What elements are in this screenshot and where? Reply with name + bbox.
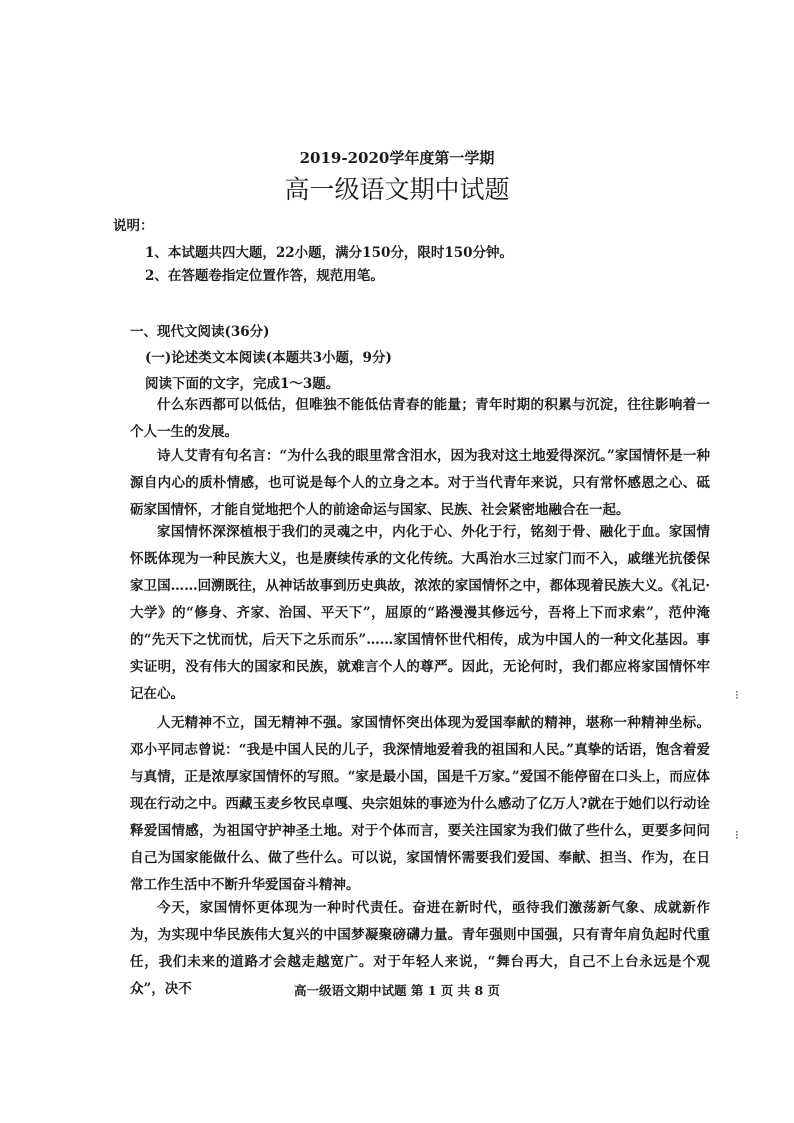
instructions-label: 说明： [113, 218, 154, 234]
paragraph-3: 家国情怀深深植根于我们的灵魂之中，内化于心、外化于行，铭刻于骨、融化于血。家国情怀既体现为一种民族大义，也是赓续传承的文化传统。大禹治水三过家门而不入，戚继光抗倭保家卫国……回溯既往，从神话故事到历史典故，浓浓的家国情怀之中，都体现着民族大义。《礼记·大学》的“修身、齐家、治国、平天下”，屈原的“路漫漫其修远兮，吾将上下而求索”，范仲淹的“先天下之忧而忧，后天下之乐而乐”……家国情怀世代相传，成为中国人的一种文化基因。事实证明，没有伟大的国家和民族，就难言个人的尊严。因此，无论何时，我们都应将家国情怀牢记在心。 [130, 524, 710, 702]
section-subheading: (一)论述类文本阅读(本题共3小题，9分) [145, 350, 392, 366]
paragraph-1: 什么东西都可以低估，但唯独不能低估青春的能量；青年时期的积累与沉淀，往往影响着一个人一生的发展。 [130, 397, 710, 440]
section-heading: 一、现代文阅读(36分) [130, 324, 270, 340]
reading-prompt: 阅读下面的文字，完成1～3题。 [145, 376, 340, 392]
paragraph-2: 诗人艾青有句名言：“为什么我的眼里常含泪水，因为我对这土地爱得深沉。”家国情怀是一种源自内心的质朴情感，也可说是每个人的立身之本。对于当代青年来说，只有常怀感恩之心、砥砺家国情怀，才能自觉地把个人的前途命运与国家、民族、社会紧密地融合在一起。 [130, 448, 710, 518]
instruction-item-2: 2、在答题卷指定位置作答，规范用笔。 [145, 268, 384, 284]
paragraph-5: 今天，家国情怀更体现为一种时代责任。奋进在新时代，亟待我们激荡新气象、成就新作为，为实现中华民族伟大复兴的中国梦凝聚磅礴力量。青年强则中国强，只有青年肩负起时代重任，我们未来的道路才会越走越宽广。对于年轻人来说，“舞台再大，自己不上台永远是个观众”，决不 [130, 900, 710, 997]
instruction-item-1: 1、本试题共四大题，22小题，满分150分，限时150分钟。 [145, 245, 514, 261]
exam-title: 高一级语文期中试题 [284, 175, 510, 204]
binding-mark: ⁝ [735, 828, 739, 842]
school-year-subtitle: 2019-2020学年度第一学期 [299, 149, 495, 167]
binding-mark: ⁝ [735, 688, 739, 702]
page-footer: 高一级语文期中试题 第 1 页 共 8 页 [293, 983, 500, 998]
paragraph-4: 人无精神不立，国无精神不强。家国情怀突出体现为爱国奉献的精神，堪称一种精神坐标。邓小平同志曾说：“我是中国人民的儿子，我深情地爱着我的祖国和人民。”真挚的话语，饱含着爱与真情，正是浓厚家国情怀的写照。“家是最小国，国是千万家。”爱国不能停留在口头上，而应体现在行动之中。西藏玉麦乡牧民卓嘎、央宗姐妹的事迹为什么感动了亿万人?就在于她们以行动诠释爱国情感，为祖国守护神圣土地。对于个体而言，要关注国家为我们做了些什么，更要多问问自己为国家能做什么、做了些什么。可以说，家国情怀需要我们爱国、奉献、担当、作为，在日常工作生活中不断升华爱国奋斗精神。 [130, 715, 710, 893]
